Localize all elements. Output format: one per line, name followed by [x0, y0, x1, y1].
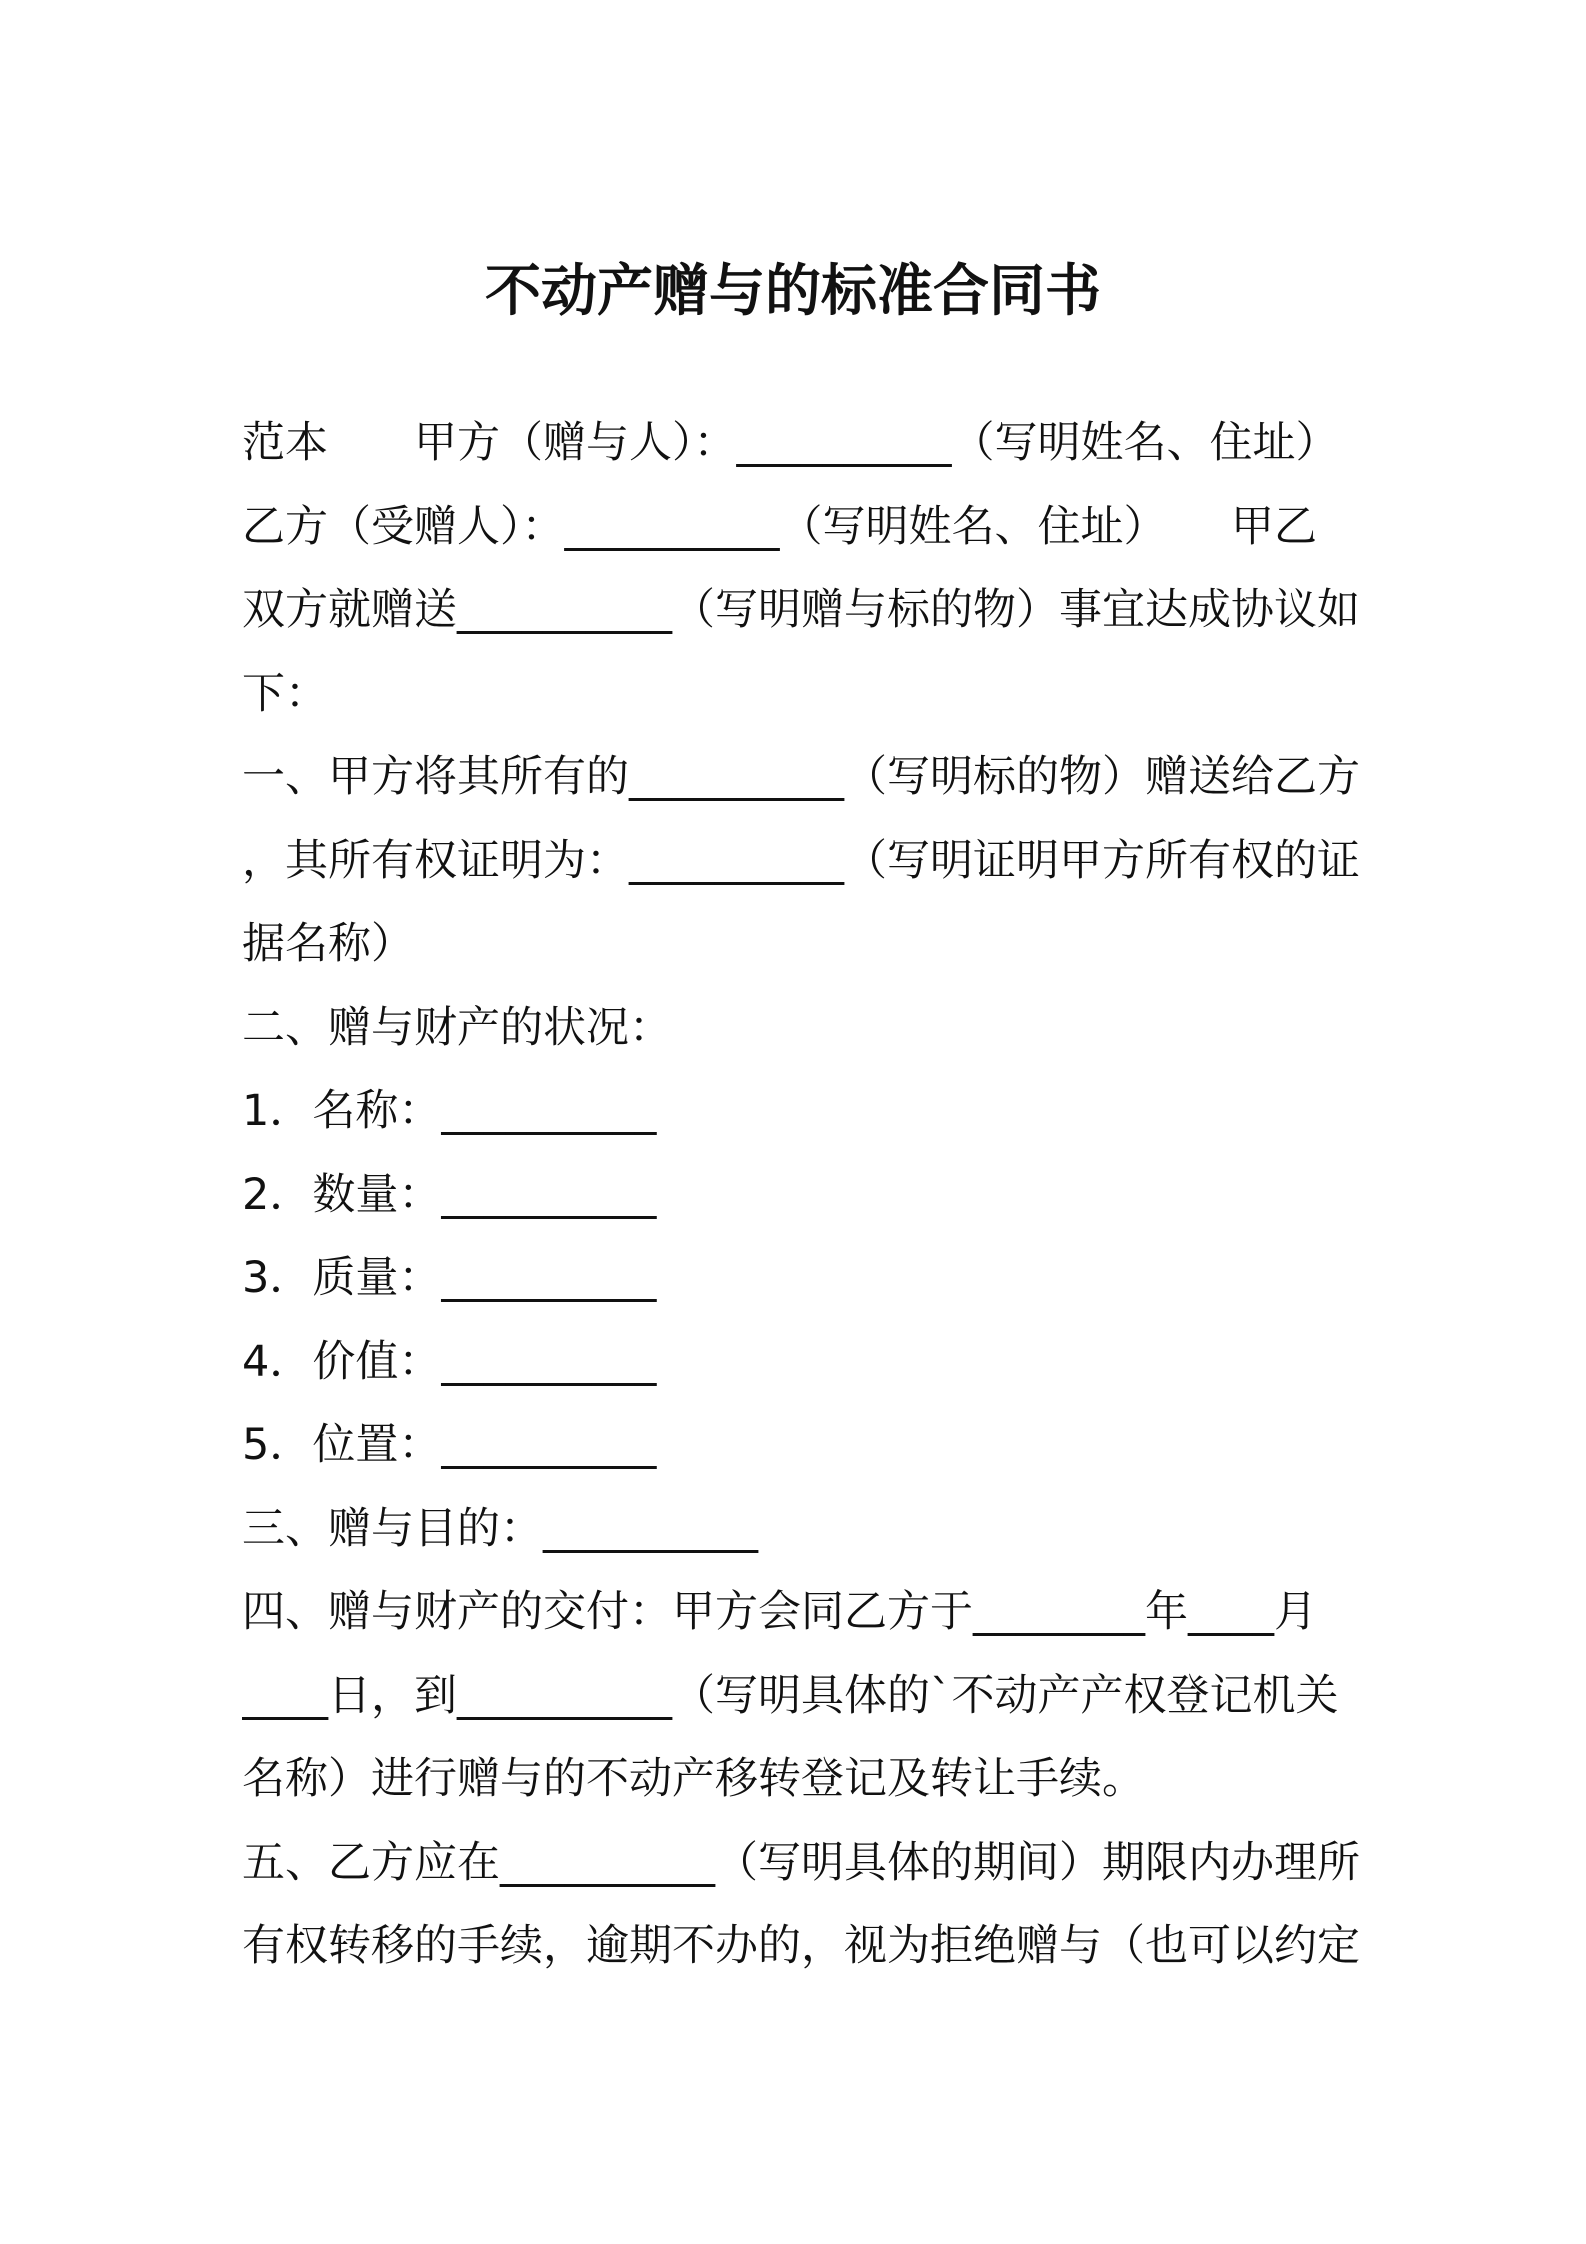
body-line: 1．名称：__________	[242, 1086, 657, 1136]
body-line: 有权转移的手续，逾期不办的，视为拒绝赠与（也可以约定	[242, 1921, 1360, 1971]
body-line: 4．价值：__________	[242, 1336, 657, 1387]
body-line: 据名称）	[242, 919, 414, 969]
body-line: 双方就赠送__________（写明赠与标的物）事宜达成协议如	[242, 585, 1360, 635]
body-line: 名称）进行赠与的不动产移转登记及转让手续。	[242, 1754, 1145, 1804]
body-line: ____日，到__________（写明具体的`不动产产权登记机关	[242, 1670, 1339, 1721]
body-line: 5．位置：__________	[242, 1420, 657, 1470]
body-line: 下：	[242, 668, 328, 719]
body-line: 五、乙方应在__________（写明具体的期间）期限内办理所	[242, 1837, 1360, 1888]
body-line: 一、甲方将其所有的__________（写明标的物）赠送给乙方	[242, 752, 1360, 802]
body-line: 乙方（受赠人）：__________（写明姓名、住址） 甲乙	[242, 501, 1317, 552]
document-title: 不动产赠与的标准合同书	[485, 259, 1101, 324]
body-line: 四、赠与财产的交付：甲方会同乙方于________年____月	[242, 1587, 1317, 1637]
body-line: 范本 甲方（赠与人）：__________（写明姓名、住址）	[242, 418, 1339, 468]
body-line: ，其所有权证明为：__________（写明证明甲方所有权的证	[242, 835, 1360, 886]
body-line: 三、赠与目的：__________	[242, 1503, 758, 1554]
body-line: 3．质量：__________	[242, 1253, 657, 1303]
body-line: 二、赠与财产的状况：	[242, 1002, 672, 1053]
document-body	[242, 402, 1360, 1989]
body-line: 2．数量：__________	[242, 1169, 657, 1220]
